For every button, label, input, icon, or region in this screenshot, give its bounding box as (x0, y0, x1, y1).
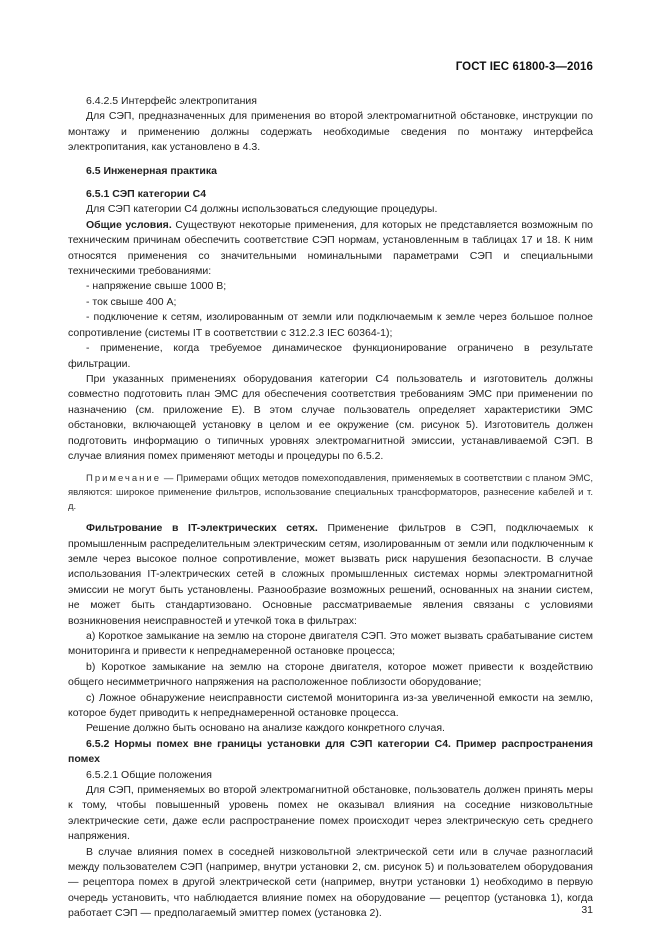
note-text: — Примерами общих методов помехоподавления, применяемых в соответствии с планом ЭМС, являются: широкое применение фильтров, использование специальных трансформаторов, разнесение кабелей и т. д. (68, 473, 593, 512)
section-6-4-2-5-text: Для СЭП, предназначенных для применения во второй электромагнитной обстановке, инструкции по монтажу и применению должны содержать необходимые сведения по монтажу интерфейса электропитания, как установлено в 4.3. (68, 110, 593, 154)
page-number: 31 (581, 904, 593, 916)
it-filtering-lead: Фильтрование в IT-электрических сетях. (86, 522, 318, 535)
section-6-5-2-1-paragraph-1: Для СЭП, применяемых во второй электромагнитной обстановке, пользователь должен принять меры к тому, чтобы повышенный уровень помех не оказывал влияния на соседние низковольтные электрические сети, даже если распространение помех происходит через электрическую сеть среднего напряжения. (68, 784, 593, 843)
solution-paragraph: Решение должно быть основано на анализе каждого конкретного случая. (86, 722, 445, 735)
case-item: b) Короткое замыкание на землю на стороне двигателя, которое может привести к воздействию общего несимметричного напряжения на расположенное поблизости оборудование; (68, 660, 593, 689)
page-body (68, 94, 593, 922)
section-6-5-1-intro: Для СЭП категории С4 должны использоваться следующие процедуры. (86, 203, 438, 216)
list-item: - ток свыше 400 А; (86, 295, 177, 308)
case-item: а) Короткое замыкание на землю на стороне двигателя СЭП. Это может вызвать срабатывание систем мониторинга и привести к непреднамеренной остановке процесса; (68, 629, 593, 658)
note-paragraph (68, 472, 593, 513)
case-item: с) Ложное обнаружение неисправности системой мониторинга из-за увеличенной емкости на землю, которое будет приводить к непреднамеренной остановке процесса. (68, 691, 593, 719)
section-6-5-2-1-title: 6.5.2.1 Общие положения (86, 768, 212, 781)
it-filtering-paragraph (68, 521, 593, 629)
note-label: Примечание (86, 473, 161, 485)
section-6-4-2-5-title: 6.4.2.5 Интерфейс электропитания (86, 95, 257, 107)
list-item: - подключение к сетям, изолированным от земли или подключаемым к земле через большое полное сопротивление (системы IT в соответствии с 312.2.3 IEC 60364-1); (68, 311, 593, 339)
standard-designation: ГОСТ IEC 61800-3—2016 (455, 61, 593, 73)
general-conditions-lead: Общие условия. (86, 218, 172, 231)
section-6-5-2-title: 6.5.2 Нормы помех вне границы установки для СЭП категории С4. Пример распространения помех (68, 737, 593, 766)
section-6-5-1-title: 6.5.1 СЭП категории С4 (86, 188, 207, 201)
general-conditions-text: Существуют некоторые применения, для которых не представляется возможным по техническим причинам обеспечить соответствие СЭП нормам, установленным в таблицах 17 и 18. К ним относятся применения со значительными номинальными параметрами СЭП и специальными техническими требованиями: (68, 218, 593, 278)
it-filtering-text: Применение фильтров в СЭП, подключаемых к промышленным распределительным электрическим сетям, изолированным от земли или подключенным к земле через высокое полное сопротивление, может вызвать риск нарушения безопасности. В случае использования IT-электрических сетей в сложных промышленных системах нормы электромагнитной эмиссии не могут быть установлены. Разнообразие возможных решений, основанных на знании систем, не может быть стандартизовано. Основные рассматриваемые явления связаны с условиями возникновения неисправностей и утечкой тока в фильтрах: (68, 522, 593, 627)
general-conditions-paragraph (68, 218, 593, 280)
section-6-5-title: 6.5 Инженерная практика (86, 164, 217, 177)
section-6-5-2-1-paragraph-2: В случае влияния помех в соседней низковольтной электрической сети или в случае разногласий между пользователем СЭП (например, внутри установки 2, см. рисунок 5) и пользователем оборудования — рецептора помех в другой электрической сети (например, внутри установки 1) необходимо в первую очередь установить, что наблюдается влияние помех на оборудование — рецептор (установка 1), когда работает СЭП — предполагаемый эмиттер помех (установка 2). (68, 845, 593, 920)
emc-plan-paragraph: При указанных применениях оборудования категории С4 пользователь и изготовитель должны совместно подготовить план ЭМС для обеспечения соответствия требованиям ЭМС при применении по назначению (см. приложение Е). В этом случае пользователь определяет характеристики ЭМС обстановки, включающей установку в целом и ее окружение (см. рисунок 5). Изготовитель должен подготовить информацию о типичных уровнях электромагнитной эмиссии, устанавливаемой СЭП. В случае влияния помех применяют методы и процедуры по 6.5.2. (68, 372, 593, 462)
list-item: - напряжение свыше 1000 В; (86, 280, 227, 293)
list-item: - применение, когда требуемое динамическое функционирование ограничено в результате фильтрации. (68, 342, 593, 370)
